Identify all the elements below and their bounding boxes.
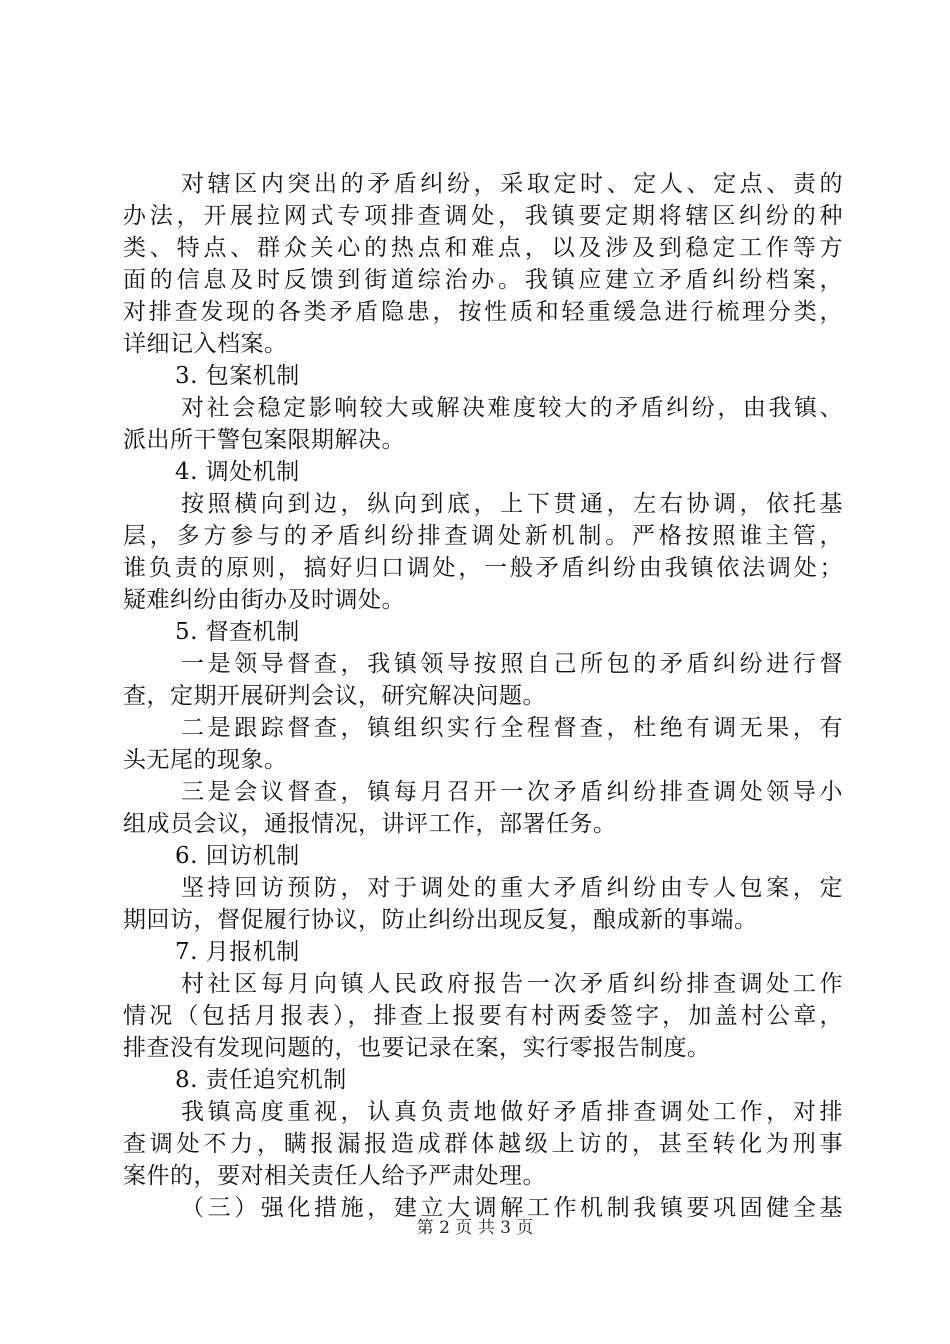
text-line: 我镇高度重视，认真负责地做好矛盾排查调处工作，对排 <box>181 1099 843 1125</box>
text-line: 案件的，要对相关责任人给予严肃处理。 <box>123 1163 546 1189</box>
text-line: 对排查发现的各类矛盾隐患，按性质和轻重缓急进行梳理分类， <box>123 299 843 325</box>
section-heading: 4. 调处机制 <box>175 459 300 485</box>
text-line: 查，定期开展研判会议，研究解决问题。 <box>123 683 546 709</box>
section-heading: 3. 包案机制 <box>175 363 300 389</box>
text-line: 按照横向到边，纵向到底，上下贯通，左右协调，依托基 <box>181 491 843 517</box>
text-line: 派出所干警包案限期解决。 <box>123 427 405 453</box>
text-line: 村社区每月向镇人民政府报告一次矛盾纠纷排查调处工作 <box>181 971 843 997</box>
text-line: （三）强化措施，建立大调解工作机制我镇要巩固健全基 <box>181 1195 843 1221</box>
text-line: 一是领导督查，我镇领导按照自己所包的矛盾纠纷进行督 <box>181 651 843 677</box>
text-line: 期回访，督促履行协议，防止纠纷出现反复，酿成新的事端。 <box>123 907 758 933</box>
text-line: 疑难纠纷由街办及时调处。 <box>123 587 405 613</box>
text-line: 组成员会议，通报情况，讲评工作，部署任务。 <box>123 811 617 837</box>
page-footer: 第 2 页 共 3 页 <box>416 1218 534 1238</box>
text-line: 详细记入档案。 <box>123 331 288 357</box>
text-line: 类、特点、群众关心的热点和难点，以及涉及到稳定工作等方 <box>123 235 843 261</box>
text-line: 坚持回访预防，对于调处的重大矛盾纠纷由专人包案，定 <box>181 875 843 901</box>
document-body <box>123 168 843 1224</box>
text-line: 对辖区内突出的矛盾纠纷，采取定时、定人、定点、责的 <box>181 171 843 197</box>
text-line: 二是跟踪督查，镇组织实行全程督查，杜绝有调无果，有 <box>181 715 843 741</box>
section-heading: 5. 督查机制 <box>175 619 300 645</box>
text-line: 对社会稳定影响较大或解决难度较大的矛盾纠纷，由我镇、 <box>181 395 843 421</box>
text-line: 面的信息及时反馈到街道综治办。我镇应建立矛盾纠纷档案， <box>123 267 843 293</box>
section-heading: 7. 月报机制 <box>175 939 300 965</box>
text-line: 头无尾的现象。 <box>123 747 288 773</box>
text-line: 谁负责的原则，搞好归口调处，一般矛盾纠纷由我镇依法调处； <box>123 555 843 581</box>
text-line: 办法，开展拉网式专项排查调处，我镇要定期将辖区纠纷的种 <box>123 203 843 229</box>
text-line: 情况（包括月报表），排查上报要有村两委签字，加盖村公章， <box>123 1003 843 1029</box>
text-line: 三是会议督查，镇每月召开一次矛盾纠纷排查调处领导小 <box>181 779 843 805</box>
text-line: 层，多方参与的矛盾纠纷排查调处新机制。严格按照谁主管， <box>123 523 843 549</box>
section-heading: 8. 责任追究机制 <box>175 1067 347 1093</box>
section-heading: 6. 回访机制 <box>175 843 300 869</box>
text-line: 排查没有发现问题的，也要记录在案，实行零报告制度。 <box>123 1035 711 1061</box>
text-line: 查调处不力，瞒报漏报造成群体越级上访的，甚至转化为刑事 <box>123 1131 843 1157</box>
